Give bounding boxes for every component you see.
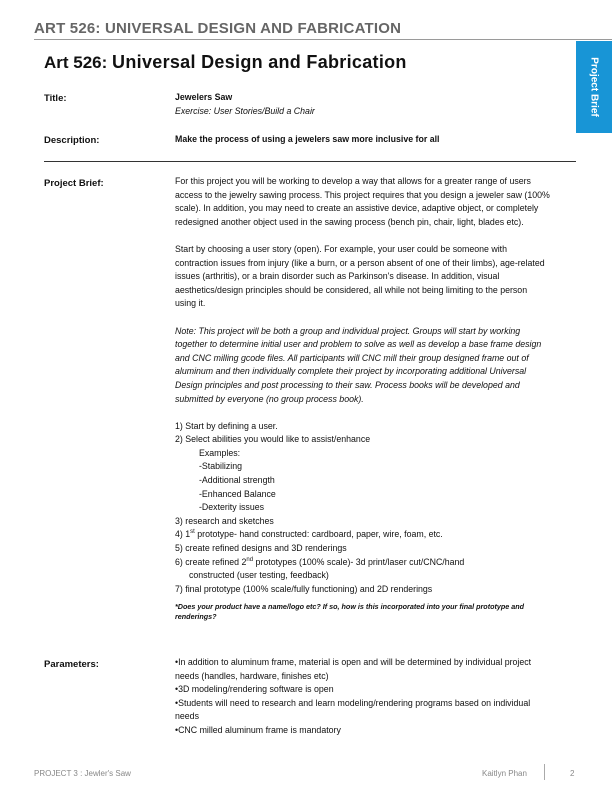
parameter-item: •3D modeling/rendering software is open [175, 684, 334, 695]
step-6: 6) create refined 2nd prototypes (100% scale)- 3d print/laser cut/CNC/hand [175, 556, 465, 567]
brief-paragraph-2: Start by choosing a user story (open). For example, your user could be someone with contraction issues from injury (like a burn, or a person absent of one of their limbs), age-related issues (arthritis), or a brain disorder such as Parkinson's disease. In addition, visual aesthetics/design principles should be considered, all while not being limiting to the person using it. [175, 243, 545, 309]
example-item: -Dexterity issues [199, 502, 265, 513]
header-title: ART 526: UNIVERSAL DESIGN AND FABRICATION [34, 20, 402, 37]
page-number: 2 [570, 769, 575, 778]
logo-note: *Does your product have a name/logo etc? If so, how is this incorporated into your final prototype and renderings? [175, 602, 525, 622]
course-name: Universal Design and Fabrication [112, 52, 407, 72]
parameters-label: Parameters: [44, 659, 99, 670]
step-1: 1) Start by defining a user. [175, 420, 278, 431]
footer-project: PROJECT 3 : Jewler's Saw [34, 769, 131, 778]
document-title [44, 52, 407, 73]
step-2: 2) Select abilities you would like to assist/enhance [175, 434, 371, 445]
steps-list [175, 420, 550, 597]
brief-paragraph-1: For this project you will be working to develop a way that allows for a greater range of users access to the jewelry sawing process. This project requires that you design a jeweler saw (100% scale). In addition, you may need to create an assistive device, adaptive object, or completely redesigned another object used in the sawing process (bench pin, chair, light, blades etc). [175, 176, 550, 227]
footer-author: Kaitlyn Phan [482, 769, 527, 778]
example-item: -Additional strength [199, 475, 275, 486]
side-tab-label: Project Brief [588, 57, 600, 117]
page-header [0, 0, 612, 40]
header-rule [34, 39, 612, 40]
example-item: -Enhanced Balance [199, 488, 276, 499]
course-code: Art 526: [44, 53, 108, 72]
parameter-item: •In addition to aluminum frame, material is open and will be determined by individual project needs (handles, hardware, finishes etc) [175, 657, 532, 681]
step-3: 3) research and sketches [175, 515, 274, 526]
title-label: Title: [44, 93, 67, 104]
step-5: 5) create refined designs and 3D renderings [175, 543, 347, 554]
parameters-list [175, 656, 550, 738]
example-item: -Stabilizing [199, 461, 243, 472]
examples-label: Examples: [199, 447, 241, 458]
title-block [175, 91, 550, 118]
description-text: Make the process of using a jewelers saw more inclusive for all [175, 134, 440, 144]
brief-label: Project Brief: [44, 178, 104, 189]
step-6-continued: constructed (user testing, feedback) [189, 570, 329, 581]
project-subtitle: Exercise: User Stories/Build a Chair [175, 105, 315, 116]
project-brief-tab [576, 41, 612, 133]
description-label: Description: [44, 135, 100, 146]
step-4: 4) 1st prototype- hand constructed: cardboard, paper, wire, foam, etc. [175, 529, 443, 540]
brief-note-paragraph: Note: This project will be both a group and individual project. Groups will start by working together to determine initial user and problem to solve as well as develop a base frame design and CNC milling gcode files. All participants will CNC mill their group designed frame out of aluminum and then individually complete their project by incorporating additional Universal Design principles and post processing to their saw. Process books will be developed and submitted by everyone (no group process book). [175, 325, 542, 404]
project-title: Jewelers Saw [175, 92, 233, 102]
section-divider [44, 161, 576, 162]
step-7: 7) final prototype (100% scale/fully functioning) and 2D renderings [175, 583, 433, 594]
footer-separator [544, 764, 545, 780]
parameter-item: •CNC milled aluminum frame is mandatory [175, 724, 341, 735]
parameter-item: •Students will need to research and learn modeling/rendering programs based on individual needs [175, 697, 531, 722]
brief-body [175, 175, 550, 622]
